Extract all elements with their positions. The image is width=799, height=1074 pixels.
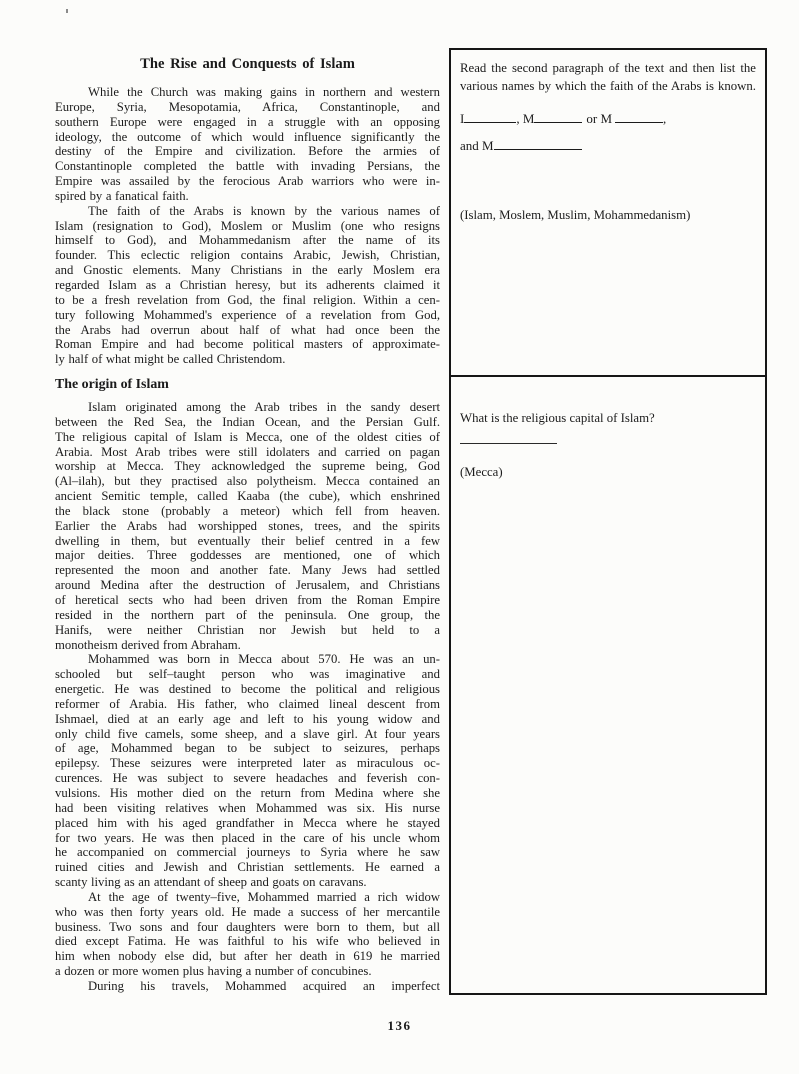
- text-line: he accompanied on commercial journeys to Syria where he saw: [55, 845, 440, 860]
- text-line: for two years. He was then placed in the care of his uncle whom: [55, 830, 440, 845]
- text-line: resided in the northern part of the peninsula. One group, the: [55, 607, 440, 622]
- fill-in-line-2: [460, 138, 756, 155]
- article-column: [55, 56, 440, 994]
- text-line: Earlier the Arabs had worshipped stones, trees, and the spirits: [55, 518, 440, 533]
- text-line: worship at Mecca. They acknowledged the supreme being, God: [55, 459, 440, 474]
- text-line: died except Fatima. He was faithful to his wife who believed in: [55, 934, 440, 949]
- exercise-box-2-content: [451, 377, 765, 480]
- text-line: himself to God), and Mohammedanism after the name of its: [55, 233, 440, 248]
- text-line: curences. He was subject to severe headaches and feverish con-: [55, 771, 440, 786]
- exercise-prompt-line-2: various names by which the faith of the Arabs is known.: [460, 79, 756, 93]
- text-line: The faith of the Arabs is known by the various names of: [88, 203, 440, 218]
- text-line: major deities. Three goddesses are mentioned, one of which: [55, 548, 440, 563]
- text-line: Arabia. Most Arab tribes were still idolaters and carried on pagan: [55, 444, 440, 459]
- text-line: (Al–ilah), but they practised also polytheism. Mecca contained an: [55, 474, 440, 489]
- fill-in-line-1: [460, 111, 756, 128]
- exercise-box-names-of-islam: [449, 48, 767, 377]
- text-line: ly half of what might be called Christendom.: [55, 352, 286, 367]
- text-line: Ishmael, died at an early age and left to his young widow and: [55, 711, 440, 726]
- text-line: represented the moon and another fate. Many Jews had settled: [55, 563, 440, 578]
- text-line: between the Red Sea, the Indian Ocean, and the Persian Gulf.: [55, 414, 440, 429]
- exercise-question-capital: What is the religious capital of Islam?: [460, 411, 655, 425]
- text-line: Roman Empire and had become political masters of approximate-: [55, 337, 440, 352]
- paragraph: [55, 204, 440, 367]
- text-line: spired by a fanatical faith.: [55, 188, 189, 203]
- text-line: vulsions. His mother died on the return from Medina where she: [55, 785, 440, 800]
- answer-blank-3: [615, 112, 663, 123]
- text-line: the Arabs had overrun about half of what had once been the: [55, 322, 440, 337]
- answer-key-names: (Islam, Moslem, Muslim, Mohammedanism): [460, 208, 691, 222]
- text-line: a dozen or more women plus having a number of concubines.: [55, 964, 372, 979]
- text-line: of age, Mohammed began to be subject to seizures, perhaps: [55, 741, 440, 756]
- text-line: ancient Semitic temple, called Kaaba (the cube), which enshrined: [55, 489, 440, 504]
- print-artifact: [66, 9, 68, 13]
- exercise-box-1-content: [451, 50, 765, 223]
- text-line: ideology, the outcome of which would influence significantly the: [55, 129, 440, 144]
- text-line: Empire was assailed by the ferocious Arab warriors who were in-: [55, 174, 440, 189]
- fill-prefix-and-m: and M: [460, 138, 494, 153]
- text-line: While the Church was making gains in northern and western: [88, 85, 440, 99]
- text-line: schooled but self–taught person who was imaginative and: [55, 667, 440, 682]
- text-line: Islam (resignation to God), Moslem or Muslim (one who resigns: [55, 218, 440, 233]
- text-line: placed him with his aged grandfather in Mecca where he stayed: [55, 815, 440, 830]
- text-line: Hanifs, were neither Christian nor Jewish but held to a: [55, 622, 440, 637]
- paragraph: [55, 979, 440, 994]
- text-line: Islam originated among the Arab tribes in the sandy desert: [88, 400, 440, 415]
- exercise-prompt-line-1: Read the second paragraph of the text and then list the: [460, 61, 756, 75]
- text-line: During his travels, Mohammed acquired an imperfect: [88, 978, 440, 993]
- article-title: The Rise and Conquests of Islam: [140, 56, 355, 72]
- text-line: scanty living as an attendant of sheep and goats on caravans.: [55, 875, 367, 890]
- text-line: around Medina after the destruction of Jerusalem, and Christians: [55, 578, 440, 593]
- answer-key-capital: (Mecca): [460, 465, 503, 479]
- section-heading: The origin of Islam: [55, 377, 169, 393]
- text-line: tury following Mohammed's experience of a revelation from God,: [55, 307, 440, 322]
- text-line: southern Europe were engaged in a struggle with an opposing: [55, 114, 440, 129]
- text-line: Constantinople completed the battle with invading Persians, the: [55, 159, 440, 174]
- text-line: regarded Islam as a Christian heresy, but its adherents claimed it: [55, 277, 440, 292]
- article-body: [55, 85, 440, 994]
- paragraph: [55, 85, 440, 204]
- text-line: only child five camels, some sheep, and a slave girl. At four years: [55, 726, 440, 741]
- text-line: destiny of the Empire and civilization. Before the armies of: [55, 144, 440, 159]
- exercise-box-capital: [449, 375, 767, 995]
- text-line: Mohammed was born in Mecca about 570. He was an un-: [88, 652, 440, 667]
- text-line: founder. This eclectic religion contains Arabic, Jewish, Christian,: [55, 248, 440, 263]
- fill-prefix-i: I: [460, 111, 465, 126]
- text-line: business. Two sons and four daughters were born to them, but all: [55, 919, 440, 934]
- text-line: monotheism derived from Abraham.: [55, 637, 241, 652]
- paragraph: [55, 890, 440, 979]
- page-number: 136: [387, 1018, 412, 1033]
- text-line: ruined cities and Jewish and Christian settlements. He earned a: [55, 860, 440, 875]
- fill-trailing-comma: ,: [663, 111, 667, 126]
- answer-blank-2: [534, 112, 582, 123]
- text-line: and Gnostic elements. Many Christians in the early Moslem era: [55, 263, 440, 278]
- text-line: The religious capital of Islam is Mecca, one of the oldest cities of: [55, 429, 440, 444]
- fill-sep-or-m: or M: [586, 111, 613, 126]
- exercise-sidebar: [449, 48, 767, 995]
- text-line: who was then forty years old. He made a success of her mercantile: [55, 904, 440, 919]
- answer-blank-1: [464, 112, 516, 123]
- text-line: epilepsy. These seizures were interpreted later as miraculous oc-: [55, 756, 440, 771]
- text-line: to be a fresh revelation from God, the final religion. Within a cen-: [55, 292, 440, 307]
- text-line: reformer of Arabia. His father, who claimed lineal descent from: [55, 696, 440, 711]
- text-line: Europe, Syria, Mesopotamia, Africa, Constantinople, and: [55, 99, 440, 114]
- text-line: energetic. He was destined to become the political and religious: [55, 682, 440, 697]
- text-line: At the age of twenty–five, Mohammed married a rich widow: [88, 889, 440, 904]
- answer-blank-capital: [460, 443, 557, 444]
- paragraph: [55, 652, 440, 890]
- text-line: the black stone (probably a meteor) which fell from heaven.: [55, 503, 440, 518]
- paragraph: [55, 400, 440, 652]
- text-line: him when nobody else did, but after her death in 619 he married: [55, 949, 440, 964]
- answer-blank-4: [494, 139, 582, 150]
- text-line: had been visiting relatives when Mohammed was six. His nurse: [55, 800, 440, 815]
- fill-sep-m: , M: [516, 111, 535, 126]
- text-line: dwelling in them, but eventually their belief centred in a few: [55, 533, 440, 548]
- text-line: of heretical sects who had been driven from the Roman Empire: [55, 593, 440, 607]
